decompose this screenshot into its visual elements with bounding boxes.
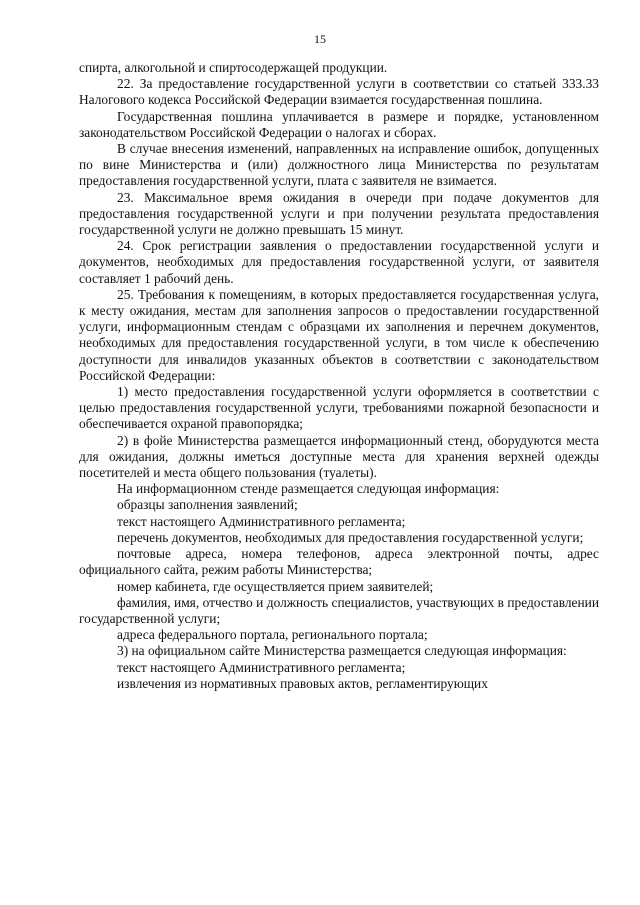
paragraph: В случае внесения изменений, направленных на исправление ошибок, допущенных по вине Министерства и (или) должностного лица Министерства по результатам предоставления государственной услуги, плата с заявителя не взимается. — [79, 141, 599, 189]
paragraph: 25. Требования к помещениям, в которых предоставляется государственная услуга, к месту ожидания, местам для заполнения запросов о предоставлении государственной услуги, информационным стендам с образцами их заполнения и перечнем документов, необходимых для предоставления государственной услуги, в том числе к обеспечению доступности для инвалидов указанных объектов в соответствии с законодательством Российской Федерации: — [79, 286, 599, 383]
paragraph: извлечения из нормативных правовых актов, регламентирующих — [117, 675, 488, 691]
paragraph: почтовые адреса, номера телефонов, адреса электронной почты, адрес официального сайта, режим работы Министерства; — [79, 546, 599, 578]
page-number: 15 — [314, 32, 326, 46]
paragraph: На информационном стенде размещается следующая информация: — [117, 481, 500, 497]
paragraph: 1) место предоставления государственной услуги оформляется в соответствии с целью предоставления государственной услуги, требованиями пожарной безопасности и обеспечивается охраной правопорядка; — [79, 384, 599, 432]
paragraph: 22. За предоставление государственной услуги в соответствии со статьей 333.33 Налогового кодекса Российской Федерации взимается государственная пошлина. — [79, 76, 599, 108]
paragraph: перечень документов, необходимых для предоставления государственной услуги; — [117, 529, 584, 545]
paragraph: адреса федерального портала, регионального портала; — [117, 627, 428, 643]
paragraph: текст настоящего Административного регламента; — [117, 513, 406, 529]
paragraph: 23. Максимальное время ожидания в очереди при подаче документов для предоставления государственной услуги и при получении результата предоставления государственной услуги не должно превышать 15 минут. — [79, 189, 599, 238]
paragraph: 3) на официальном сайте Министерства размещается следующая информация: — [117, 643, 567, 659]
paragraph: 2) в фойе Министерства размещается информационный стенд, оборудуются места для ожидания, должны иметься доступные места для хранения верхней одежды посетителей и места общего пользования (туалеты). — [79, 432, 599, 481]
paragraph: текст настоящего Административного регламента; — [117, 659, 406, 675]
paragraph: спирта, алкогольной и спиртосодержащей продукции. — [79, 60, 388, 75]
paragraph: образцы заполнения заявлений; — [117, 497, 298, 513]
paragraph: номер кабинета, где осуществляется прием заявителей; — [117, 578, 434, 594]
paragraph: фамилия, имя, отчество и должность специалистов, участвующих в предоставлении государственной услуги; — [79, 594, 599, 626]
document-body — [79, 60, 599, 692]
paragraph: 24. Срок регистрации заявления о предоставлении государственной услуги и документов, необходимых для предоставления государственной услуги, от заявителя составляет 1 рабочий день. — [79, 238, 599, 286]
paragraph: Государственная пошлина уплачивается в размере и порядке, установленном законодательством Российской Федерации о налогах и сборах. — [79, 108, 599, 140]
